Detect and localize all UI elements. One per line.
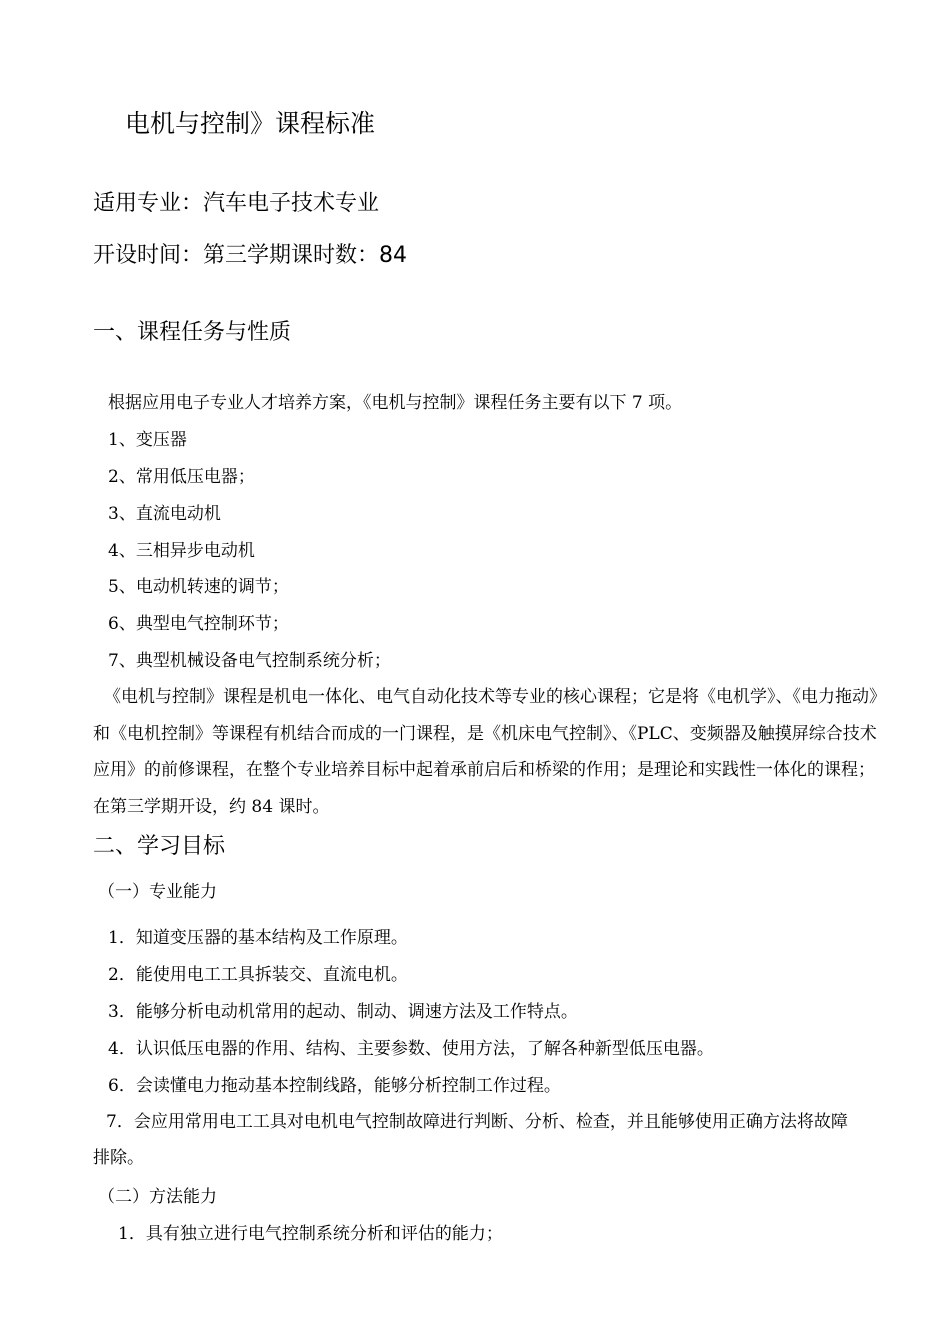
task-item: 5、电动机转速的调节；: [108, 577, 289, 597]
subsection-heading-professional: （一）专业能力: [98, 882, 217, 902]
goal-item: 1．知道变压器的基本结构及工作原理。: [108, 928, 408, 948]
task-item: 1、变压器: [108, 430, 187, 450]
course-description-paragraph: 《电机与控制》课程是机电一体化、电气自动化技术等专业的核心课程；它是将《电机学》、《电力拖动》和《电机控制》等课程有机结合而成的一门课程，是《机床电气控制》、《PLC、变频器及触摸屏综合技术应用》的前修课程，在整个专业培养目标中起着承前启后和桥梁的作用；是理论和实践性一体化的课程；在第三学期开设，约 84 课时。: [93, 687, 878, 818]
section-heading-2: 二、学习目标: [93, 834, 226, 859]
goal-item: 2．能使用电工工具拆装交、直流电机。: [108, 965, 408, 985]
section-heading-1: 一、课程任务与性质: [93, 320, 292, 345]
page-title: 电机与控制》课程标准: [125, 109, 376, 138]
task-item: 2、常用低压电器；: [108, 467, 255, 487]
method-item: 1．具有独立进行电气控制系统分析和评估的能力；: [118, 1224, 503, 1244]
task-item: 7、典型机械设备电气控制系统分析；: [108, 651, 391, 671]
goal-item: 3．能够分析电动机常用的起动、制动、调速方法及工作特点。: [108, 1002, 578, 1022]
task-item: 6、典型电气控制环节；: [108, 614, 289, 634]
schedule-line: 开设时间：第三学期课时数：84: [93, 243, 407, 268]
section1-intro: 根据应用电子专业人才培养方案，《电机与控制》课程任务主要有以下 7 项。: [108, 393, 683, 413]
goal-item: 4．认识低压电器的作用、结构、主要参数、使用方法，了解各种新型低压电器。: [108, 1039, 714, 1059]
goal-item: 6．会读懂电力拖动基本控制线路，能够分析控制工作过程。: [108, 1076, 561, 1096]
task-item: 3、直流电动机: [108, 504, 221, 524]
subsection-heading-method: （二）方法能力: [98, 1187, 217, 1207]
goal-item-7: 7．会应用常用电工工具对电机电气控制故障进行判断、分析、检查，并且能够使用正确方法将故障排除。: [93, 1112, 848, 1168]
task-item: 4、三相异步电动机: [108, 541, 255, 561]
major-line: 适用专业：汽车电子技术专业: [93, 191, 380, 216]
